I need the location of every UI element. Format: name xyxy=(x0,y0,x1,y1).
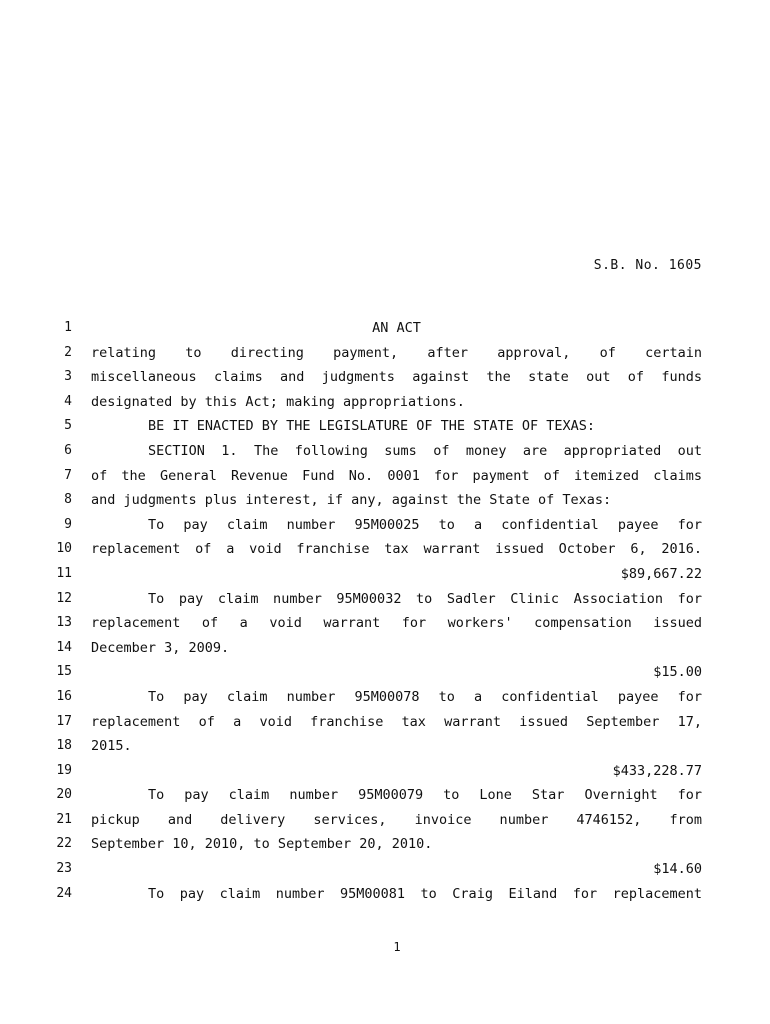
bill-line xyxy=(0,589,770,614)
bill-line xyxy=(0,490,770,515)
line-text: replacement of a void warrant for workers' compensation issued xyxy=(91,615,702,632)
line-number: 11 xyxy=(56,565,72,581)
bill-line xyxy=(0,613,770,638)
line-text: To pay claim number 95M00078 to a confidential payee for xyxy=(148,688,702,705)
bill-line xyxy=(0,810,770,835)
line-number: 4 xyxy=(64,393,72,409)
line-number: 1 xyxy=(64,320,72,335)
line-number: 7 xyxy=(64,467,72,483)
bill-line xyxy=(0,859,770,884)
line-text: AN ACT xyxy=(372,320,421,336)
line-text: designated by this Act; making appropriations. xyxy=(91,393,465,410)
line-number: 2 xyxy=(64,344,72,360)
bill-line xyxy=(0,318,770,343)
line-text: replacement of a void franchise tax warrant issued September 17, xyxy=(91,713,702,730)
line-number: 22 xyxy=(56,836,72,852)
bill-line xyxy=(0,539,770,564)
line-text: miscellaneous claims and judgments against the state out of funds xyxy=(91,369,702,386)
claim-amount: $15.00 xyxy=(653,664,702,681)
line-text: 2015. xyxy=(91,738,132,755)
bill-line xyxy=(0,564,770,589)
line-text: SECTION 1. The following sums of money are appropriated out xyxy=(148,442,702,459)
line-text: of the General Revenue Fund No. 0001 for payment of itemized claims xyxy=(91,467,702,484)
line-number: 14 xyxy=(56,639,72,655)
bill-line xyxy=(0,662,770,687)
line-text: BE IT ENACTED BY THE LEGISLATURE OF THE STATE OF TEXAS: xyxy=(148,418,596,435)
line-text: and judgments plus interest, if any, against the State of Texas: xyxy=(91,492,612,509)
line-number: 12 xyxy=(56,590,72,606)
line-number: 21 xyxy=(56,811,72,827)
bill-line xyxy=(0,785,770,810)
line-number: 10 xyxy=(56,541,72,557)
line-text: To pay claim number 95M00032 to Sadler Clinic Association for xyxy=(148,590,702,607)
line-text: To pay claim number 95M00081 to Craig Eiland for replacement xyxy=(148,885,702,902)
line-text: To pay claim number 95M00025 to a confidential payee for xyxy=(148,516,702,533)
bill-line xyxy=(0,343,770,368)
bill-line xyxy=(0,736,770,761)
claim-amount: $89,667.22 xyxy=(620,565,702,582)
line-text: replacement of a void franchise tax warrant issued October 6, 2016. xyxy=(91,541,702,558)
bill-line xyxy=(0,466,770,491)
bill-number: S.B. No. 1605 xyxy=(593,258,702,273)
line-text: December 3, 2009. xyxy=(91,639,230,656)
line-number: 18 xyxy=(56,738,72,754)
bill-line xyxy=(0,416,770,441)
page-number: 1 xyxy=(393,940,401,954)
line-number: 6 xyxy=(64,442,72,458)
line-number: 24 xyxy=(56,885,72,901)
line-number: 5 xyxy=(64,418,72,434)
bill-line xyxy=(0,515,770,540)
bill-line xyxy=(0,392,770,417)
bill-text xyxy=(0,318,770,908)
line-text: pickup and delivery services, invoice number 4746152, from xyxy=(91,811,702,828)
line-number: 15 xyxy=(56,664,72,680)
line-number: 17 xyxy=(56,713,72,729)
line-number: 3 xyxy=(64,369,72,385)
line-text: September 10, 2010, to September 20, 2010. xyxy=(91,836,433,853)
claim-amount: $433,228.77 xyxy=(612,762,702,779)
bill-line xyxy=(0,834,770,859)
line-number: 20 xyxy=(56,787,72,803)
line-number: 19 xyxy=(56,762,72,778)
line-number: 8 xyxy=(64,492,72,508)
line-number: 23 xyxy=(56,861,72,877)
line-number: 13 xyxy=(56,615,72,631)
bill-line xyxy=(0,638,770,663)
bill-line xyxy=(0,712,770,737)
line-text: relating to directing payment, after approval, of certain xyxy=(91,344,702,361)
line-number: 9 xyxy=(64,516,72,532)
bill-line xyxy=(0,441,770,466)
bill-line xyxy=(0,367,770,392)
bill-line xyxy=(0,687,770,712)
bill-line xyxy=(0,761,770,786)
line-text: To pay claim number 95M00079 to Lone Star Overnight for xyxy=(148,787,702,804)
claim-amount: $14.60 xyxy=(653,861,702,878)
line-number: 16 xyxy=(56,688,72,704)
bill-line xyxy=(0,884,770,909)
